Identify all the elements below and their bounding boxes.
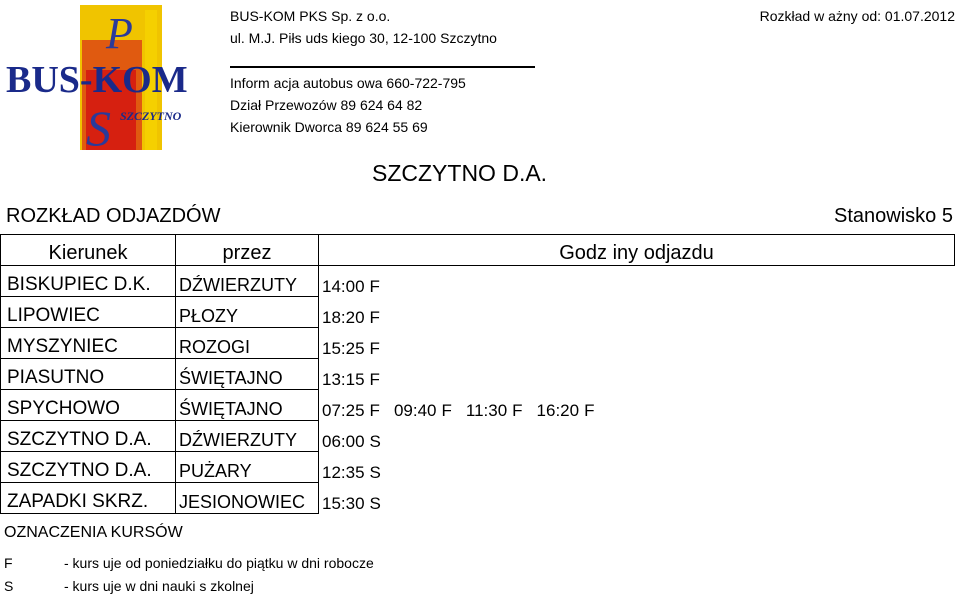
header-divider <box>230 66 535 68</box>
table-row <box>1 297 955 328</box>
departure <box>322 370 380 390</box>
departure-mark: F <box>369 369 380 389</box>
direction-cell: SPYCHOWO <box>1 390 176 421</box>
departure-table <box>0 234 955 514</box>
platform-label: Stanowisko 5 <box>834 205 953 227</box>
svg-text:BUS-KOM: BUS-KOM <box>6 59 188 101</box>
departure-time: 11:30 <box>465 400 508 420</box>
company-name: BUS-KOM PKS Sp. z o.o. <box>230 8 391 24</box>
departure-time: 07:25 <box>322 400 365 420</box>
column-header-direction: Kierunek <box>1 235 176 266</box>
direction-cell: BISKUPIEC D.K. <box>1 266 176 297</box>
departure-time: 12:35 <box>322 462 365 482</box>
via-cell: ROZOGI <box>176 328 319 359</box>
departure-mark: F <box>369 276 380 296</box>
via-cell: DŹWIERZUTY <box>176 266 319 297</box>
table-row <box>1 452 955 483</box>
departure-time: 16:20 <box>536 400 580 420</box>
departure-time: 14:00 <box>322 276 365 296</box>
via-cell: DŹWIERZUTY <box>176 421 319 452</box>
departure-time: 15:25 <box>322 338 365 358</box>
table-row <box>1 328 955 359</box>
departure-times-cell <box>319 359 955 390</box>
table-row <box>1 390 955 421</box>
via-cell: JESIONOWIEC <box>176 483 319 514</box>
departure-mark: S <box>369 431 381 451</box>
station-manager-phone: Kierownik Dworca 89 624 55 69 <box>230 119 428 135</box>
departure-times-cell <box>319 297 955 328</box>
svg-text:SZCZYTNO: SZCZYTNO <box>120 109 182 123</box>
departure <box>322 494 381 514</box>
transport-dept-phone: Dział Przewozów 89 624 64 82 <box>230 97 423 113</box>
departure <box>322 277 380 297</box>
bus-info-phone: Inform acja autobus owa 660-722-795 <box>230 75 466 91</box>
svg-text:P: P <box>106 9 133 58</box>
table-row <box>1 359 955 390</box>
departure <box>322 401 380 421</box>
direction-cell: ZAPADKI SKRZ. <box>1 483 176 514</box>
direction-cell: SZCZYTNO D.A. <box>1 421 176 452</box>
legend-code: F <box>4 555 13 571</box>
departure <box>466 401 523 421</box>
legend-text: - kurs uje od poniedziałku do piątku w dni robocze <box>64 555 374 571</box>
table-row <box>1 483 955 514</box>
page-title: ROZKŁAD ODJAZDÓW <box>6 205 221 227</box>
departure-times-cell <box>319 452 955 483</box>
departure <box>322 339 380 359</box>
departure-time: 18:20 <box>322 307 365 327</box>
departure <box>322 308 380 328</box>
company-address: ul. M.J. Piłs uds kiego 30, 12-100 Szczytno <box>230 30 497 46</box>
bus-kom-logo <box>0 0 220 155</box>
direction-cell: SZCZYTNO D.A. <box>1 452 176 483</box>
departure-times-cell <box>319 390 955 421</box>
column-header-times: Godz iny odjazdu <box>319 235 955 266</box>
via-cell: ŚWIĘTAJNO <box>176 359 319 390</box>
direction-cell: PIASUTNO <box>1 359 176 390</box>
departure-mark: F <box>369 338 380 358</box>
departure-mark: F <box>512 400 523 420</box>
direction-cell: MYSZYNIEC <box>1 328 176 359</box>
valid-from: Rozkład w ażny od: 01.07.2012 <box>759 8 955 24</box>
via-cell: PŁOZY <box>176 297 319 328</box>
departure <box>322 432 381 452</box>
departure-times-cell <box>319 328 955 359</box>
column-header-via: przez <box>176 235 319 266</box>
departure-times-cell <box>319 421 955 452</box>
departure-mark: F <box>441 400 452 420</box>
departure-mark: F <box>369 400 380 420</box>
table-row <box>1 266 955 297</box>
departure <box>537 401 595 421</box>
departure-time: 15:30 <box>322 493 365 513</box>
legend-item <box>4 555 374 571</box>
station-name: SZCZYTNO D.A. <box>372 160 548 186</box>
legend-text: - kurs uje w dni nauki s zkolnej <box>64 578 254 594</box>
table-row <box>1 421 955 452</box>
legend-item <box>4 578 254 594</box>
departure <box>322 463 381 483</box>
departure-times-cell <box>319 483 955 514</box>
direction-cell: LIPOWIEC <box>1 297 176 328</box>
departure-mark: F <box>369 307 380 327</box>
legend-title: OZNACZENIA KURSÓW <box>4 524 183 541</box>
departure-time: 09:40 <box>393 400 437 420</box>
via-cell: PUŻARY <box>176 452 319 483</box>
departure <box>394 401 452 421</box>
departure-time: 13:15 <box>322 369 365 389</box>
departure-time: 06:00 <box>322 431 365 451</box>
legend-code: S <box>4 578 14 594</box>
svg-text:S: S <box>86 100 111 155</box>
departure-mark: S <box>369 493 381 513</box>
via-cell: ŚWIĘTAJNO <box>176 390 319 421</box>
departure-times-cell <box>319 266 955 297</box>
departure-mark: F <box>584 400 595 420</box>
departure-mark: S <box>369 462 381 482</box>
